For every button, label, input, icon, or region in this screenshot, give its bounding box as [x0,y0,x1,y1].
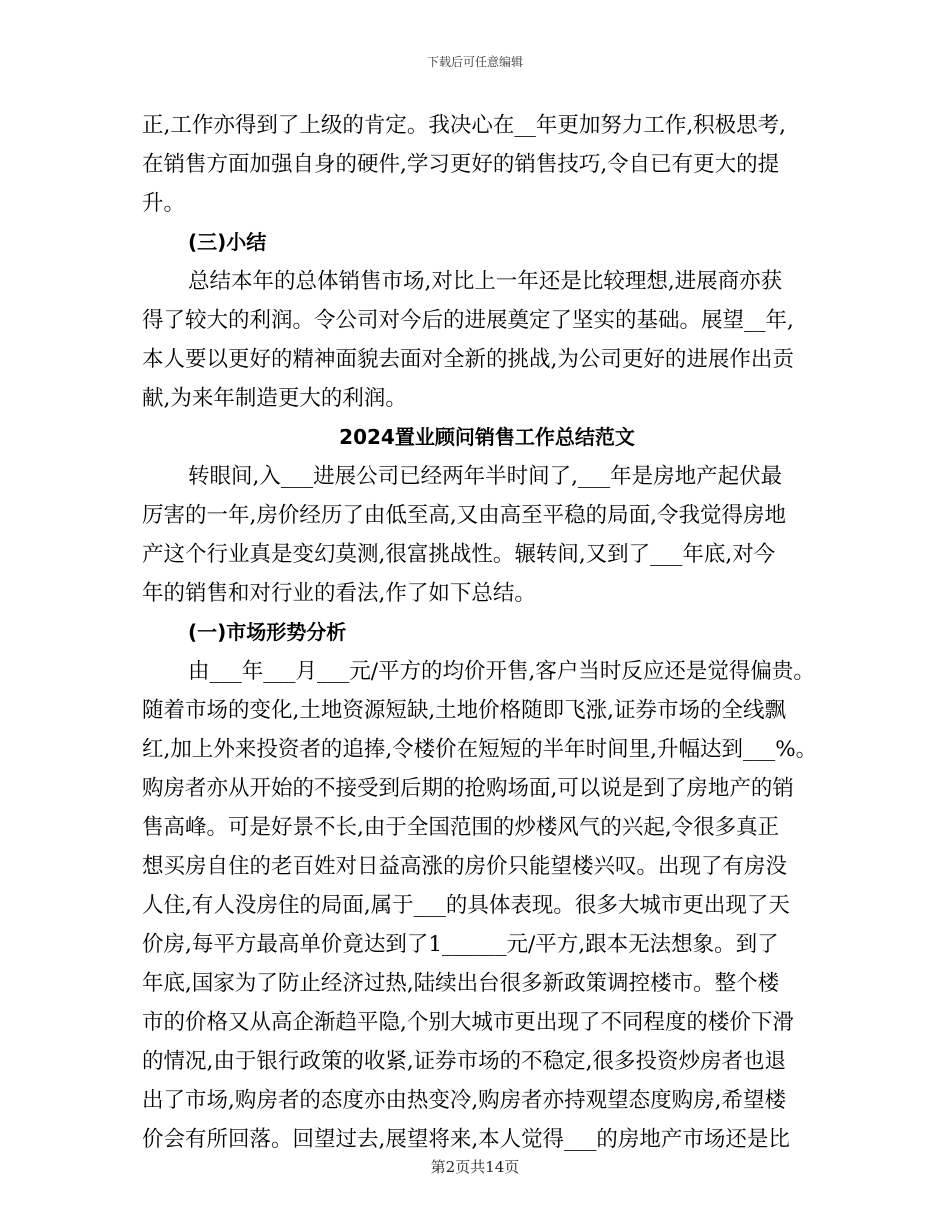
document-body [142,106,832,1159]
text-line: 厉害的一年,房价经历了由低至高,又由高至平稳的局面,令我觉得房地 [142,503,787,528]
text-line: 人住,有人没房住的局面,属于___的具体表现。很多大城市更出现了天 [142,893,790,918]
text-line: 价会有所回落。回望过去,展望将来,本人觉得___的房地产市场还是比 [142,1127,790,1152]
text-line: 购房者亦从开始的不接受到后期的抢购场面,可以说是到了房地产的销 [142,776,794,801]
section-heading: (一)市场形势分析 [188,620,347,644]
text-line: 献,为来年制造更大的利润。 [142,386,407,411]
text-line: 升。 [142,191,186,216]
text-line: 转眼间,入___进展公司已经两年半时间了,___年是房地产起伏最 [188,464,783,489]
text-line: 价房,每平方最高单价竟达到了1______元/平方,跟本无法想象。到了 [142,932,779,957]
text-line: 出了市场,购房者的态度亦由热变冷,购房者亦持观望态度购房,希望楼 [142,1088,787,1113]
text-line: 正,工作亦得到了上级的肯定。我决心在__年更加努力工作,积极思考, [142,113,787,138]
text-line: 想买房自住的老百姓对日益高涨的房价只能望楼兴叹。出现了有房没 [142,854,788,879]
section-title: 2024置业顾问销售工作总结范文 [339,425,635,449]
text-line: 市的价格又从高企渐趋平隐,个别大城市更出现了不同程度的楼价下滑 [142,1010,794,1035]
text-line: 得了较大的利润。令公司对今后的进展奠定了坚实的基础。展望__年, [142,308,794,333]
page-header: 下载后可任意编辑 [426,55,523,69]
page-footer: 第2页共14页 [430,1158,520,1176]
text-line: 产这个行业真是变幻莫测,很富挑战性。辗转间,又到了___年底,对今 [142,542,776,567]
text-line: 售高峰。可是好景不长,由于全国范围的炒楼风气的兴起,令很多真正 [142,815,780,840]
text-line: 由___年___月___元/平方的均价开售,客户当时反应还是觉得偏贵。 [188,659,815,684]
text-line: 年底,国家为了防止经济过热,陆续出台很多新政策调控楼市。整个楼 [142,971,780,996]
text-line: 的情况,由于银行政策的收紧,证券市场的不稳定,很多投资炒房者也退 [142,1049,787,1074]
text-line: 随着市场的变化,土地资源短缺,土地价格随即飞涨,证券市场的全线飘 [142,698,787,723]
text-line: 本人要以更好的精神面貌去面对全新的挑战,为公司更好的进展作出贡 [142,347,794,372]
text-line: 红,加上外来投资者的追捧,令楼价在短短的半年时间里,升幅达到___%。 [142,737,818,762]
text-line: 总结本年的总体销售市场,对比上一年还是比较理想,进展商亦获 [188,269,783,294]
section-heading: (三)小结 [188,230,267,254]
text-line: 在销售方面加强自身的硬件,学习更好的销售技巧,令自已有更大的提 [142,152,780,177]
text-line: 年的销售和对行业的看法,作了如下总结。 [142,581,536,606]
